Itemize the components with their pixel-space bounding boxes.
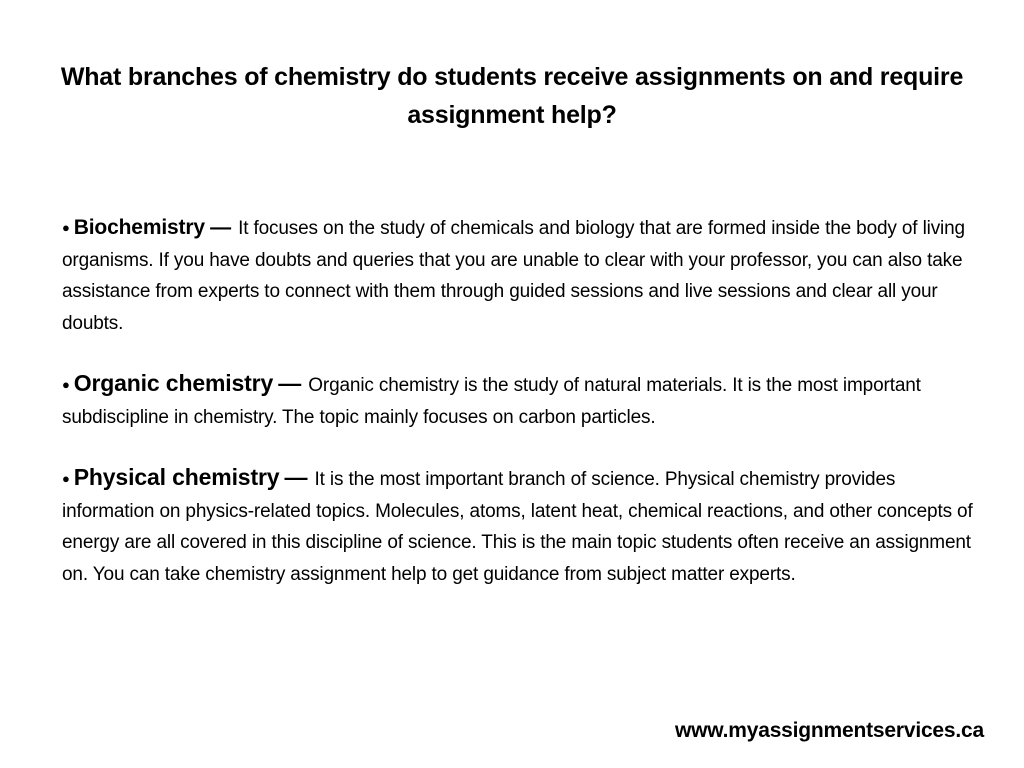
- bullet-item-biochemistry: [62, 212, 987, 339]
- footer-website-link[interactable]: www.myassignmentservices.ca: [675, 719, 984, 742]
- bullet-description: It focuses on the study of chemicals and biology that are formed inside the body of living organisms. If you have doubts and queries that you are unable to clear with your professor, you can also take assistance from experts to connect with them through guided sessions and live sessions and clear all your doubts.: [62, 218, 965, 334]
- bullet-term: Physical chemistry: [73, 464, 280, 490]
- bullet-list: [62, 212, 987, 590]
- bullet-icon: ●: [62, 377, 70, 392]
- bullet-item-physical-chemistry: [62, 462, 987, 590]
- slide-title: What branches of chemistry do students receive assignments on and require assignment help?: [60, 63, 964, 129]
- term-dash: —: [210, 216, 231, 239]
- bullet-description: It is the most important branch of science. Physical chemistry provides information on physics-related topics. Molecules, atoms, latent heat, chemical reactions, and other concepts of energy are all covered in this discipline of science. This is the main topic students often receive an assignment on. You can take chemistry assignment help to get guidance from subject matter experts.: [62, 469, 973, 585]
- bullet-icon: ●: [62, 471, 70, 486]
- term-dash: —: [278, 370, 302, 396]
- bullet-term: Organic chemistry: [73, 370, 274, 396]
- bullet-item-organic-chemistry: [62, 368, 987, 433]
- bullet-icon: ●: [62, 220, 70, 235]
- bullet-term: Biochemistry: [73, 216, 205, 239]
- term-dash: —: [284, 464, 308, 490]
- bullet-description: Organic chemistry is the study of natural materials. It is the most important subdiscipline in chemistry. The topic mainly focuses on carbon particles.: [62, 375, 921, 428]
